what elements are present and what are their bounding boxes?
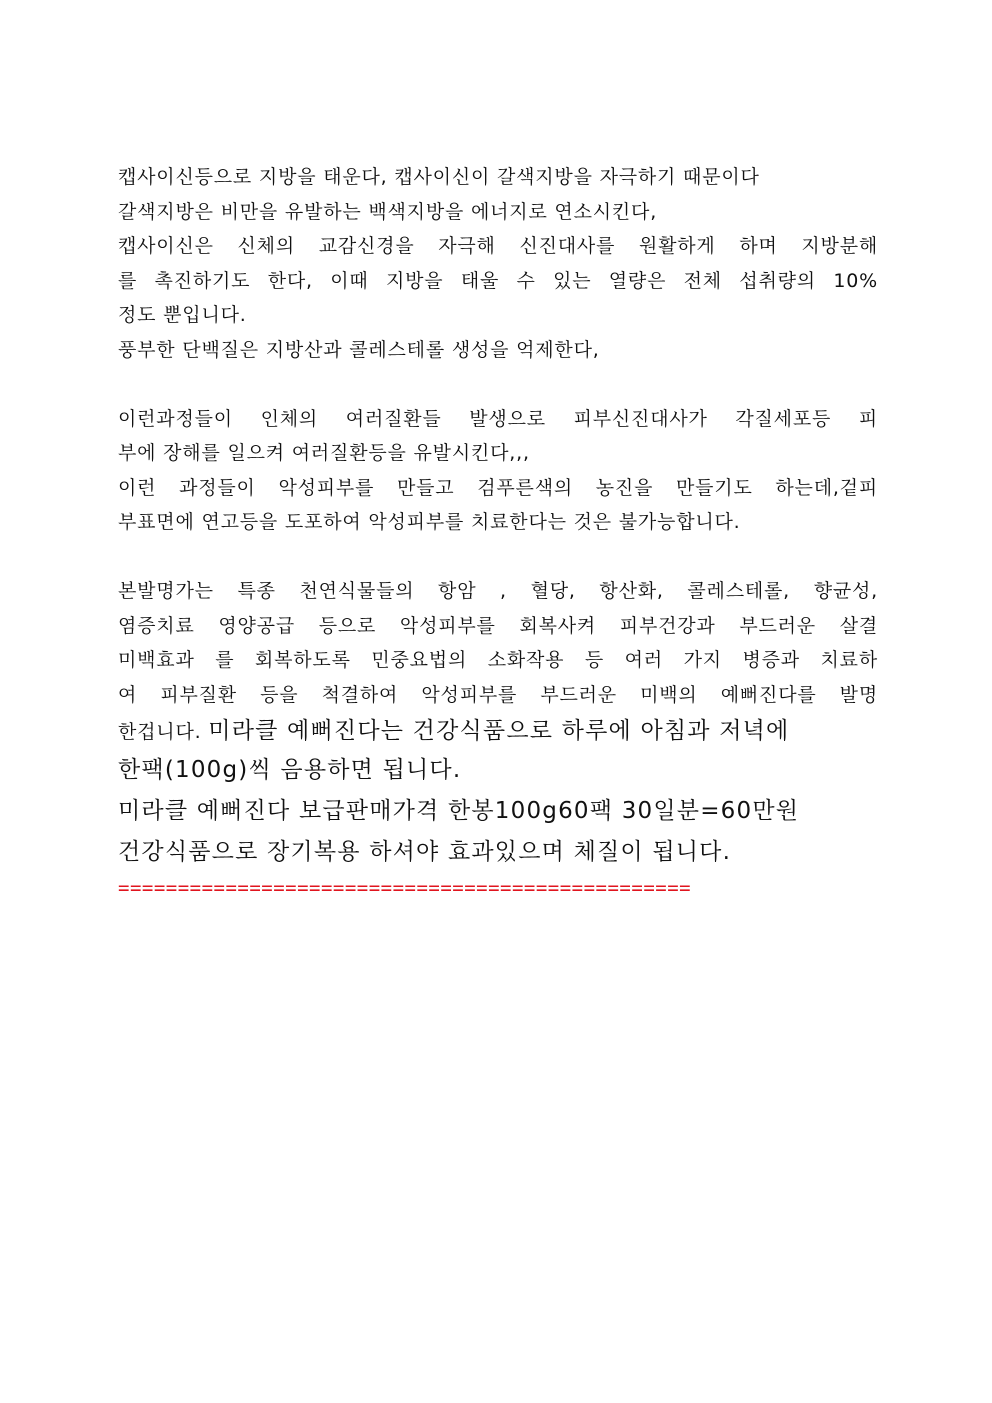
body-line: 여 피부질환 등을 척결하여 악성피부를 부드러운 미백의 예뻐진다를 발명 <box>118 683 878 706</box>
body-line: 정도 뿐입니다. <box>118 304 247 326</box>
body-line: 캡사이신등으로 지방을 태운다, 캡사이신이 갈색지방을 자극하기 때문이다 <box>118 166 760 188</box>
paragraph-spacer <box>118 540 878 575</box>
mixed-line-small-text: 한겁니다. <box>118 721 209 743</box>
body-line: 염증치료 영양공급 등으로 악성피부를 회복사켜 피부건강과 부드러운 살결 <box>118 614 878 637</box>
body-line: 를 촉진하기도 한다, 이때 지방을 태울 수 있는 열량은 전체 섭취량의 10% <box>118 269 878 292</box>
body-line: 부표면에 연고등을 도포하여 악성피부를 치료한다는 것은 불가능합니다. <box>118 511 741 533</box>
body-line: 이런 과정들이 악성피부를 만들고 검푸른색의 농진을 만들기도 하는데,겉피 <box>118 476 878 499</box>
body-line: 부에 장해를 일으켜 여러질환등을 유발시킨다,,, <box>118 442 530 464</box>
large-line: 한팩(100g)씩 음용하면 됩니다. <box>118 757 462 783</box>
body-line: 풍부한 단백질은 지방산과 콜레스테롤 생성을 억제한다, <box>118 338 600 361</box>
paragraph-spacer <box>118 367 878 402</box>
large-line: 미라클 예뻐진다 보급판매가격 한봉100g60팩 30일분=60만원 <box>118 798 800 824</box>
large-line: 건강식품으로 장기복용 하셔야 효과있으며 체질이 됩니다. <box>118 839 732 865</box>
body-line: 캡사이신은 신체의 교감신경을 자극해 신진대사를 원활하게 하며 지방분해 <box>118 235 878 257</box>
body-line: 이런과정들이 인체의 여러질환들 발생으로 피부신진대사가 각질세포등 피 <box>118 407 878 430</box>
mixed-size-line <box>118 712 878 750</box>
document-body <box>118 160 878 903</box>
mixed-line-large-text: 미라클 예뻐진다는 건강식품으로 하루에 아침과 저녁에 <box>208 718 790 744</box>
red-separator-line: ================================================ <box>118 877 692 899</box>
body-line: 본발명가는 특종 천연식물들의 항암 , 혈당, 항산화, 콜레스테롤, 향균성, <box>118 580 878 602</box>
body-line: 갈색지방은 비만을 유발하는 백색지방을 에너지로 연소시킨다, <box>118 200 658 223</box>
body-line: 미백효과 를 회복하도록 민중요법의 소화작용 등 여러 가지 병증과 치료하 <box>118 649 878 671</box>
